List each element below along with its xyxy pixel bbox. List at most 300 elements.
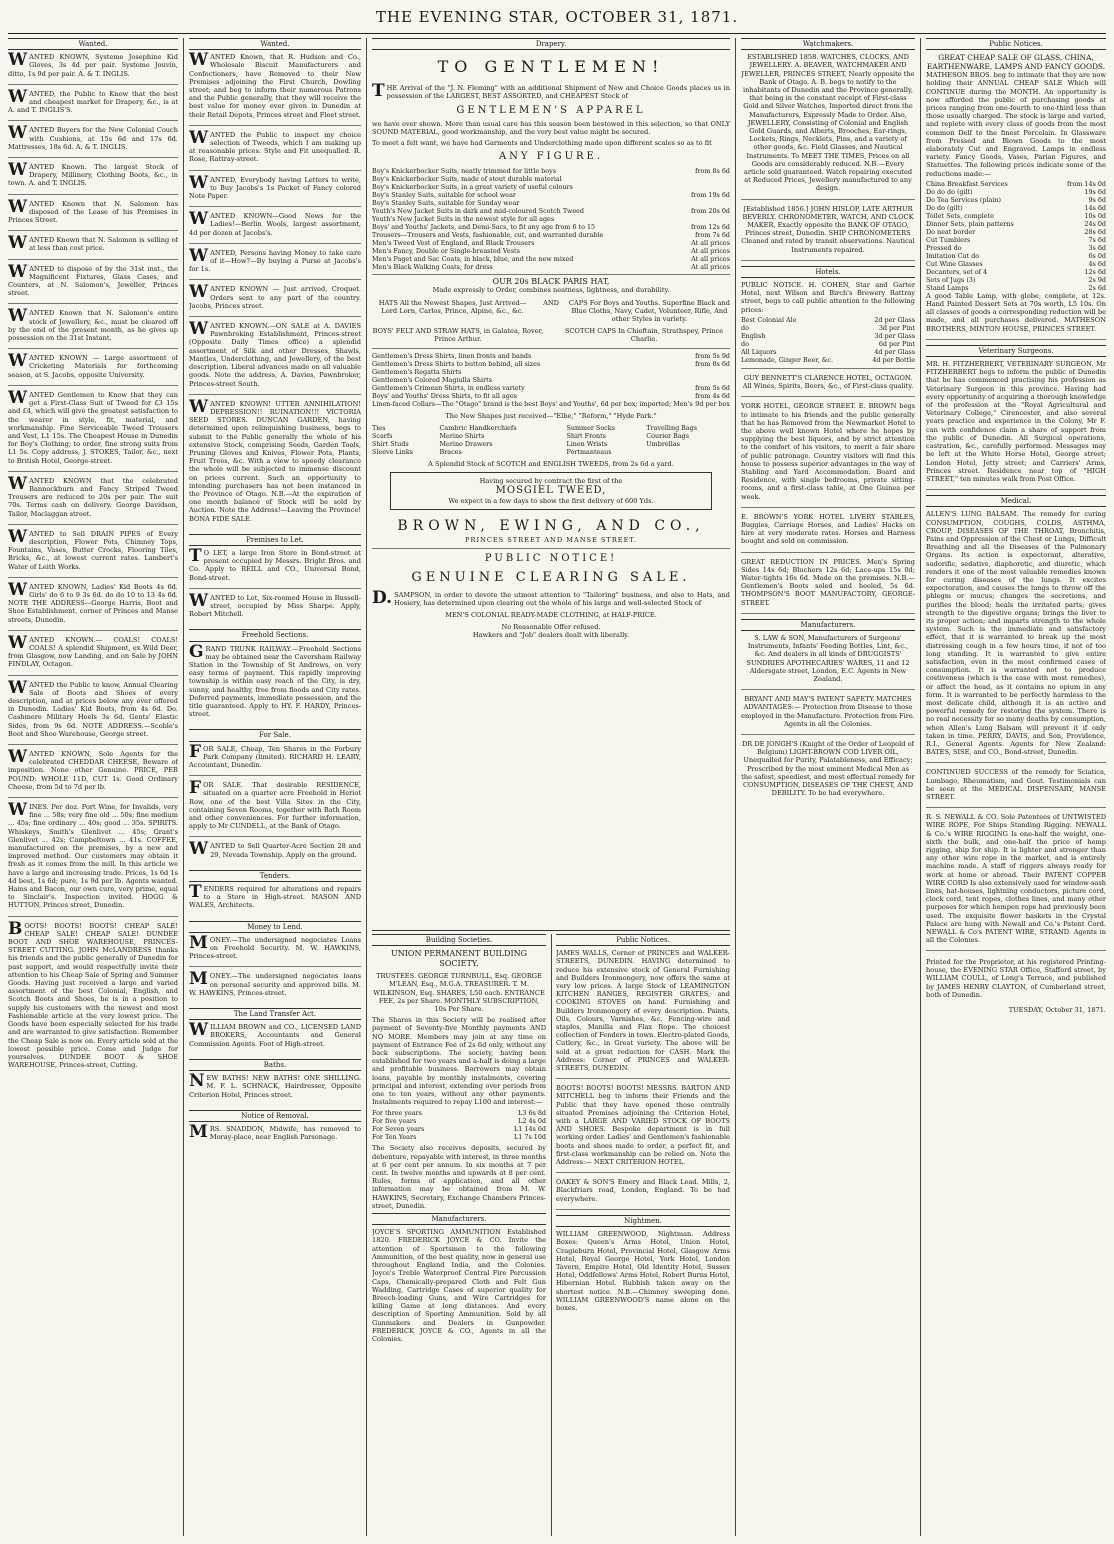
list-cell: do <box>741 339 749 348</box>
list-row <box>372 448 730 456</box>
list-row <box>372 175 730 183</box>
list-cell: Sets of Jugs (3) <box>926 275 976 284</box>
list-cell: Boy's Stanley Suits, suitable for school wear <box>372 191 516 200</box>
list-row <box>926 244 1106 252</box>
list-cell: Boy's Knickerbocker Suits, in a great variety of useful colours <box>372 183 573 192</box>
greenwood-ad <box>556 1230 730 1318</box>
list-cell: L1 14s 6d <box>514 1125 546 1134</box>
matheson-price-list <box>926 180 1106 292</box>
ad-list <box>189 882 361 916</box>
ad-list <box>189 932 361 1003</box>
advertisement <box>189 778 361 837</box>
hawkers: Hawkers and "Job" dealers dealt with liberally. <box>472 631 630 640</box>
advertisement-text: WANTED Known that N. Salomon's entire stock of Jewellery, &c., must be cleared off by the end of the present month, as he gives up possession on the 31st Instant. <box>8 306 178 343</box>
matheson-after: A good Table Lamp, with globe, complete, at 12s. Hand Painted Dessert Sets at 70s worth, L5 10s. On all classes of goods a corresponding reduction will be made, and all purchases delivered. MATHESON BROTHERS, MINTON HOUSE, PRINCES STREET. <box>926 291 1106 333</box>
jongh-text: DR DE JONGH'S (Knight of the Order of Leopold of Belgium) LIGHT-BROWN COD LIVER OIL, Unequalled for Purity, Palatableness, and Efficacy; Prescribed by the most eminent Medical Men as the safest, speediest, and most effectual remedy for CONSUMPTION, DISEASES OF THE CHEST, AND DEBILITY. To be had everywhere. <box>741 740 915 798</box>
list-row <box>741 356 915 364</box>
list-cell <box>695 376 730 384</box>
list-row <box>372 400 730 408</box>
list-cell: Gentlemen's Regatta Shirts <box>372 367 462 376</box>
advertisement <box>8 306 178 349</box>
list-cell: Gentlemen's Dress Shirts to button behind, all sizes <box>372 359 541 368</box>
list-cell: Youth's New Jacket Suits in dark and mid-coloured Scotch Tweed <box>372 207 584 216</box>
drapery-ad <box>372 38 730 928</box>
list-cell: 12s 6d <box>1084 267 1106 276</box>
firm-address: PRINCES STREET AND MANSE STREET. <box>465 536 637 545</box>
scotch-caps-text: SCOTCH CAPS In Chieftain, Strathspey, Prince Charlie. <box>565 327 724 344</box>
list-cell: 7s 6d <box>1088 235 1106 244</box>
section-head-veterinary: Veterinary Surgeons. <box>926 345 1106 357</box>
list-cell: Best Colonial Ale <box>741 315 797 324</box>
column-wanted-1 <box>8 38 178 1536</box>
list-row <box>926 180 1106 188</box>
advertisement <box>8 261 178 305</box>
advertisement <box>189 1121 361 1147</box>
advertisement <box>8 86 178 122</box>
list-cell: 4s 6d <box>1088 259 1106 268</box>
list-cell: All Liquors <box>741 347 777 356</box>
ad-list <box>189 545 361 624</box>
list-row <box>926 228 1106 236</box>
drapery-body-2: To meet a felt want, we have had Garments and Underclothing made upon different scales so as to fit <box>372 139 712 148</box>
list-cell: Lemonade, Ginger Beer, &c. <box>741 355 833 364</box>
list-cell: Portmanteaus <box>566 447 612 456</box>
list-cell <box>678 175 730 183</box>
list-cell: 6d per Pint <box>878 339 915 348</box>
matheson-ad <box>926 71 1106 340</box>
list-cell: Linen Wrists <box>566 439 608 448</box>
list-cell: At all prices <box>691 255 730 264</box>
advertisement-text: WANTED KNOWN.—ON SALE at A. DAVIES Pawnbroking Establishment, Princes-street (Opposite Daily Times office) a splendid assortment of Silk and other Dresses, Shawls, Mantles, Underclothing, and Jewellery, of the best description. Liberal advances made on all valuable goods. Note the address, A. Davies, Pawnbroker, Princes-street South. <box>189 319 361 388</box>
list-row <box>372 207 730 215</box>
boots-ad <box>556 1084 730 1173</box>
advertisement-text: WANTED KNOWN, Ladies' Kid Boots 4s 6d. Girls' do 6 to 9 3s 6d. do do 10 to 13 4s 6d. NOTE THE ADDRESS—George Harris, Boot and Shoe Establishment, corner of Princes and Manse streets, Dunedin. <box>8 579 178 624</box>
mosgiel-line-1: Having secured by contract the first of the <box>479 477 623 486</box>
list-cell: Boys' and Youths' Jackets, and Demi-Sacs, to fit any age from 6 to 15 <box>372 223 596 232</box>
list-cell: Trousers—Trousers and Vests, fashionable, cut, and warranted durable <box>372 231 604 240</box>
section-head-baths: Baths. <box>189 1059 361 1071</box>
advertisement-text: WILLIAM BROWN and CO., LICENSED LAND BROKERS, Accountants and General Commission Agents. Foot of High-street. <box>189 1020 361 1048</box>
list-cell: For Ten Years <box>372 1133 417 1142</box>
drapery-title: TO GENTLEMEN! <box>437 57 665 77</box>
mens-clothing: MEN'S COLONIAL READY-MADE CLOTHING, at HALF-PRICE. <box>445 611 657 620</box>
advertisement-text: WANTED to Sell Quarter-Acre Section 28 and 29, Nevada Township. Apply on the ground. <box>189 839 361 860</box>
list-cell: Dinner Sets, plain patterns <box>926 219 1014 228</box>
advertisement <box>189 969 361 1003</box>
list-cell: from 8s 6d <box>695 359 730 368</box>
list-row <box>926 196 1106 204</box>
law-text: S. LAW & SON, Manufacturers of Surgeons' Instruments, Infants' Feeding Bottles, Lint, &c., &c. And dealers in all kinds of DRUGGISTS' SUNDRIES APOTHECARIES' WARES, 11 and 12 Aldersgate street, London, E.C. Agents in New Zealand. <box>746 633 910 683</box>
advertisement <box>8 351 178 386</box>
hats-caps-row <box>372 299 730 324</box>
livery-text: E. BROWN'S YORK HOTEL LIVERY STABLES, Buggies, Carriage Horses, and Ladies' Hacks on hire at very moderate rates. Horses and Harness bought and sold on commission. <box>741 512 915 546</box>
list-cell <box>678 215 730 223</box>
list-row <box>741 324 915 332</box>
advertisement-text: WANTED KNOWN! UTTER ANNIHILATION! DEPRESSION!! RUINATION!!! VICTORIA SEED STORES. DUNCAN GARDEN, having determined upon relinquishing business, begs to submit to the Public generally the whole of his extensive Stock, comprising Seeds, Garden Tools, Pruning Gloves and Knives, Flower Pots, Plants, Fruit Trees, &c. With a view to speedy clearance the whole will be subjected to immense discount on prices current. Such an opportunity to intending purchasers has not been instanced in the Province of Otago. N.B.—At the expiration of one month balance of Stock will be sold by Auction. Note the Address!—Leaving the Province! BONA FIDE SALE. <box>189 396 361 523</box>
list-cell: 2s 9d <box>1088 275 1106 284</box>
mosgiel-line-2: MOSGIEL TWEED, <box>495 485 607 497</box>
list-row <box>926 252 1106 260</box>
list-row <box>926 212 1106 220</box>
list-cell: Imitation Cut do <box>926 251 980 260</box>
list-cell: Scarfs <box>372 431 393 440</box>
list-cell: 28s 6d <box>1084 227 1106 236</box>
drapery-apparel: GENTLEMEN'S APPAREL <box>456 104 646 116</box>
list-cell: 19s 6d <box>1084 187 1106 196</box>
list-cell: 9d per box <box>695 399 730 408</box>
section-head-tenders: Tenders. <box>189 870 361 882</box>
oakey-text: OAKEY & SON'S Emery and Black Lead. Mills, 2, Blackfriars road, London, England. To be had everywhere. <box>556 1178 730 1203</box>
column-divider <box>920 38 921 1536</box>
union-body-2: The Society also receives deposits, secured by debenture, repayable with interest, in three months at 6 per cent per annum. In six months at 7 per cent. In twelve months and upwards at 8 per cent. Rules, forms of application, and all other information may be obtained from M. W. HAWKINS, Secretary, Exchange Chambers Princes-street, Dunedin. <box>372 1144 546 1210</box>
list-cell: Decanters, set of 4 <box>926 267 988 276</box>
column-public-notices-2 <box>926 38 1106 1536</box>
price-list-shirts <box>372 352 730 408</box>
firm-name: BROWN, EWING, AND CO., <box>397 518 705 535</box>
list-cell: 10s 0d <box>1084 211 1106 220</box>
advertisement-text: NEW BATHS! NEW BATHS! ONE SHILLING. M. F. L. SCHNACK, Hairdresser, Opposite Criterion Hotel, Princes street. <box>189 1071 361 1099</box>
advertisement <box>8 526 178 578</box>
drapery-any-figure: ANY FIGURE. <box>498 151 604 163</box>
york-text: YORK HOTEL, GEORGE STREET. E. BROWN begs to intimate to his friends and the public generally that he has Removed from the Newmarket Hotel to the above well known Hotel where he hopes by supplying the best liquors, and by strict attention to the comfort of his visitors, to merit a fair share of public patronage. Country visitors will find this house to possess superior advantages in the way of Stabling and Yard Accommodation. Board and Residence, with single bedrooms, private sitting-rooms, and a first-class table, at One Guinea per week. <box>741 402 915 501</box>
greenwood-text: WILLIAM GREENWOOD, Nightman. Address Boxes: Queen's Arms Hotel, Union Hotel, Cragieburn Hotel, Provincial Hotel, Glasgow Arms Hotel, Royal George Hotel, York Hotel, London Tavern, Empire Hotel, Old Identity Hotel, Sussex Hotel, Oddfellows' Arms Hotel, Robert Burns Hotel, Hibernian Hotel. Rubbish taken away on the shortest notice. N.B.—Chimney sweeping done. WILLIAM GREENWOOD'S name alone on the boxes. <box>556 1230 730 1312</box>
advertisement <box>189 319 361 395</box>
section-head-sale: For Sale. <box>189 729 361 741</box>
list-cell: For Seven years <box>372 1125 425 1134</box>
advertisement <box>8 387 178 472</box>
imprint: Printed for the Proprietor, at his registered Printing-house, the EVENING STAR Office, Stafford street, by WILLIAM COULL, of Long's Terrace, and published by JAMES HENRY CLAYTON, of Cumberland street, both of Dunedin. <box>926 958 1106 999</box>
advertisement <box>189 396 361 529</box>
union-title: UNION PERMANENT BUILDING SOCIETY. <box>391 949 527 969</box>
clearing-sale: GENUINE CLEARING SALE. <box>411 569 691 585</box>
divider <box>372 348 730 349</box>
list-row <box>372 1117 546 1125</box>
list-cell <box>695 368 730 376</box>
top-rule <box>8 33 1106 34</box>
list-row <box>741 332 915 340</box>
list-cell: from 5s 6d <box>695 383 730 392</box>
list-cell: Merino Shirts <box>439 431 485 440</box>
list-row <box>741 316 915 324</box>
advertisement-text: WANTED KNOWN—Good News for the Ladies!—Berlin Wools, largest assortment, 4d per dozen at Jacobs's. <box>189 209 361 237</box>
advertisement-text: GRAND TRUNK RAILWAY.—Freehold Sections may be obtained near the Caversham Railway Station in the Township of St Andrews, on very easy terms of payment. This rapidly improving township is within easy reach of the City, is dry, sunny, and healthy, free from floods and City rates. Deferred payments, immediate possession, and the title guaranteed. Apply to HY. F. HARDY, Princes-street. <box>189 641 361 719</box>
list-row <box>372 215 730 223</box>
jongh-ad <box>741 740 915 803</box>
list-cell: Cut Wine Glasses <box>926 259 983 268</box>
list-row <box>926 276 1106 284</box>
public-notice: PUBLIC NOTICE! <box>484 552 618 564</box>
list-cell <box>646 448 730 456</box>
section-head-wanted: Wanted. <box>8 38 178 50</box>
advertisement <box>8 50 178 85</box>
advertisement <box>189 1020 361 1054</box>
list-cell: For three years <box>372 1109 422 1118</box>
advertisement-text: WANTED KNOWN, Systeme Josephine Kid Gloves, 3s 4d per pair. Systeme Jouvin, ditto, 1s 9d per pair. A. & T. INGLIS. <box>8 50 178 78</box>
list-cell: Umbrellas <box>646 439 680 448</box>
allen-text: ALLEN'S LUNG BALSAM. The remedy for curing CONSUMPTION, COUGHS, COLDS, ASTHMA, CROUP, DISEASES OF THE THROAT, Bronchitis, Pains and Oppression of the Chest or Lungs, Difficult Breathing and all the Diseases of the Pulmonary Organs. Its action is expectorant, alterative, sudorific, sedative, diaphoretic, and diuretic, which renders it one of the most valuable remedies known for curing diseases of the lungs. It excites expectoration, and causes the lungs to throw off the phlegm or mucus; changes the secretions, and purifies the blood; heals the irritated parts; gives strength to the digestive organs; brings the liver to its proper action; and imparts strength to the whole system. Such is the immediate and satisfactory effect, that it is warranted to break up the most distressing cough in a few hours time, if not of too long standing. It is warranted to give entire satisfaction, even in the most confirmed cases of consumption. It is warranted not to produce costiveness (which is the case with most remedies), or affect the head, as it contains no opium in any form. It is warranted to be perfectly harmless to the most delicate child, although it is an active and powerful remedy for restoring the system. There is no real necessity for so many deaths by consumption, when Allen's Lung Balsam will prevent it if only taken in time. PERRY, DAVIS, and Son, Providence, R.I., General Agents. Agents for New Zealand: BATES, SISE, and CO., Bond-street, Dunedin. <box>926 510 1106 757</box>
advertisement <box>189 839 361 864</box>
advertisement-text: WANTED KNOWN — Large assortment of Cricketing Materials for forthcoming season, at S. Jacobs, opposite University. <box>8 351 178 379</box>
hat-subtitle: Made expressly to Order, combines neatness, lightness, and durability. <box>432 286 670 295</box>
list-cell: from 7s 6d <box>695 231 730 240</box>
advertisement <box>189 741 361 777</box>
list-row <box>372 1133 546 1141</box>
section-head-wanted: Wanted. <box>189 38 361 50</box>
list-cell: Cut Tumblers <box>926 235 971 244</box>
list-row <box>741 348 915 356</box>
masthead: THE EVENING STAR, OCTOBER 31, 1871. <box>375 8 739 26</box>
caps-text: CAPS For Boys and Youths. Superfine Black and Blue Cloths, Navy, Cadet, Volunteer, Rifle, And other Styles in variety. <box>568 298 730 324</box>
list-row <box>926 204 1106 212</box>
list-cell <box>678 183 730 191</box>
list-row <box>926 220 1106 228</box>
list-cell: Gentlemen's Dress Shirts, linen fronts and bands <box>372 351 532 360</box>
list-cell: At all prices <box>691 247 730 256</box>
walls-ad <box>556 949 730 1079</box>
york-ad <box>741 402 915 507</box>
advertisement <box>8 196 178 232</box>
beaver-ad <box>741 53 915 199</box>
cohen-price-list <box>741 316 915 364</box>
advertisement-text: TENDERS required for alterations and repairs to a Store in High-street. MASON AND WALES, Architects. <box>189 882 361 910</box>
list-row <box>372 424 730 432</box>
list-row <box>372 263 730 271</box>
advertisement-text: WINES. Per doz. Port Wine, for Invalids, very fine ... 58s; very fine old ... 50s; fine medium ... 45s; fine ordinary ... 40s; good ... 35s. SPIRITS. Whiskeys, Smith's Glenlivet ... 45s; Grant's Glenlivet ... 42s; Campbeltown ... 41s. COFFEE, manufactured on the premises, by a new and improved method. Our customers may obtain it fresh as it comes from the mill. In this article we have a large and increasing trade. Prices, 1s 6d 1s 4d best, 1s 6d; pure, 1s 9d per lb. Agents wanted. Hams and Bacon, our own cure, very prime, equal to Sinclair's. Inspection invited. HOGG & HUTTON, Princes street, Dunedin. <box>8 800 178 910</box>
list-cell: from 8s 6d <box>695 167 730 176</box>
hats-and: AND <box>543 298 559 307</box>
ad-list <box>189 1071 361 1105</box>
advertisement <box>8 632 178 676</box>
list-cell: from 12s 6d <box>691 223 730 232</box>
section-head-freehold: Freehold Sections. <box>189 629 361 641</box>
vet-text: MR. H. FITZHERBERT, VETERINARY SURGEON. Mr FITZHERBERT begs to inform the public of Dunedin that he has commenced practising his profession as Veterinary Surgeon in this province. Having had every opportunity of acquiring a thorough knowledge of the profession at the "Royal Agricultural and Veterinary College," Cirencester, and also several years practice and experience in the Colony, Mr F. can with confidence claim a share of support from the public of Dunedin. All Surgical operations, castration, &c., carefully performed. Messages may be left at the White Horse Hotel, George street; London Hotel, Jetty street; and Carriers' Arms, Princes street. Residence near top of "HIGH STREET," ten minutes walk from Post Office. <box>926 360 1106 483</box>
advertisement <box>8 800 178 917</box>
mosgiel-line-3: We expect in a few days to show the first delivery of 600 Yds. <box>448 497 654 506</box>
list-row <box>372 1125 546 1133</box>
list-cell: 3d per Pint <box>878 323 915 332</box>
advertisement <box>189 172 361 208</box>
thompson-ad <box>741 558 915 614</box>
cohen-text: PUBLIC NOTICE. H. COHEN, Star and Garter Hotel, next Wilson and Birch's Brewery Rattray street, begs to call public attention to the following prices: <box>741 281 915 314</box>
advertisement-text: WANTED the Public to inspect my choice selection of Tweeds, which I am making up at reasonable prices. Style and Fit unequalled. R. Rose, Rattray-street. <box>189 127 361 164</box>
drapery-intro: THE Arrival of the "J. N. Fleming" with an additional Shipment of New and Choice Goods places us in possession of the LARGEST, BEST ASSORTED, and CHEAPEST Stock of <box>372 81 730 102</box>
union-body: The Shares in this Society will be realised after payment of Seventy-five Monthly payments AND NO MORE. Members may join at any time on payment of Entrance Fee of 2s 6d only, without any back subscriptions. The society, having been established for two years and a-half is doing a large and profitable business. Borrowers may obtain loans, payable by monthly instalments, covering principal and interest, extending over periods from one to ten years, without any other payments. Instalments required to repay L100 and interest:— <box>372 1016 546 1107</box>
list-cell: Cambric Handkerchiefs <box>439 423 517 432</box>
advertisement-text: FOR SALE, Cheap, Ten Shares in the Forbury Park Company (limited). RICHARD H. LEARY, Accountant, Dunedin. <box>189 741 361 770</box>
ad-list <box>189 1121 361 1147</box>
advertisement-text: MONEY.—The undersigned negociates loans on personal security and approved bills. M. W. HAWKINS, Princes-street. <box>189 969 361 997</box>
list-cell: Shirt Studs <box>372 439 409 448</box>
list-cell: from 14s 0d <box>1067 179 1106 188</box>
list-row <box>926 284 1106 292</box>
list-row <box>372 360 730 368</box>
list-cell: Do neat border <box>926 227 976 236</box>
divider <box>372 274 730 275</box>
list-cell: English <box>741 331 766 340</box>
advertisement-text: WANTED to Sell DRAIN PIPES of Every description, Flower Pots, Chimney Tops, Fountains, Vases, Butter Crocks, Flooring Tiles, Bricks, &c., at lowest current rates. Lambert's Water of Leith Works. <box>8 526 178 571</box>
continued-ad <box>926 768 1106 808</box>
matheson-text: MATHESON BROS. beg to intimate that they are now holding their ANNUAL CHEAP SALE Which will CONTINUE during the MONTH. An opportunity is now afforded the public of purchasing goods at prices ranging from one-fourth to one-third less than those usually charged. The stock is large and varied, and replete with every class of goods from the most common Delf to the finest Porcelain. In Glassware from Pressed and Blown Goods to the most elaborately Cut and Engraved. Lamps in endless variety. Fancy Goods, Vases, Parian Figures, and Statuettes. The following prices indicate some of the reductions made:— <box>926 71 1106 178</box>
newall-text: R. S. NEWALL & CO. Sole Patentees of UNTWISTED WIRE ROPE, For Ships Standing Rigging. NEWALL & Co.'s WIRE RIGGING Is one-half the weight, one-sixth the bulk, and one-half the price of hemp rigging, ship for ship. It is lighter and stronger than any other wire rope in the market, and is entirely machine made. A staff of riggers always ready for work at home or abroad. Their PATENT COPPER WIRE CORD Is also extensively used for window-sash lines, hat-houses, lightning conductors, picture cord, clock cord, tent ropes, clothes lines, and many other purposes for which hempen rope had previously been used. The exquisite flower baskets in the Crystal Palace are hung with Newall and Co.'s Patent Cord. NEWALL & Co's PATENT WIRE, STRAND. Agents in all the Colonies. <box>926 813 1106 945</box>
column-divider <box>735 38 736 1536</box>
allen-ad <box>926 510 1106 763</box>
boys-hats-row <box>372 327 730 343</box>
list-cell: Braces <box>439 447 462 456</box>
advertisement <box>189 1071 361 1105</box>
list-cell: 3d per Glass <box>874 331 915 340</box>
section-head-let: Premises to Let. <box>189 534 361 546</box>
list-cell: At all prices <box>691 263 730 272</box>
list-cell: At all prices <box>691 239 730 248</box>
list-cell: L1 7s 10d <box>514 1133 546 1142</box>
list-cell: Boy's Knickerbocker Suits, neatly trimmed for little boys <box>372 167 557 176</box>
section-head-drapery: Drapery. <box>372 38 730 50</box>
list-row <box>372 231 730 239</box>
section-head-public-notices: Public Notices. <box>926 38 1106 50</box>
list-cell: Youth's New Jacket Suits in the newest style for all ages <box>372 215 555 224</box>
advertisement-text: WANTED Gentlemen to Know that they can get a First-Class Suit of Tweed for £3 15s and £4, which will give the greatest satisfaction to the wearer in style, fit, material, and workmanship. Fine Serviceable Tweed Trousers and Vest, L1 15s. The Cheapest House in Dunedin for Boy's Clothing; to order, fine strong suits from L1 5s. Copy address, J. STOKES, Tailor, &c., next to British Hotel, George-street. <box>8 387 178 465</box>
advertisement-text: TO LET, a large Iron Store in Bond-street at present occupied by Messrs. Bright Bros. and Co. Apply to REILL and CO., Universal Bond, Bond-street. <box>189 545 361 582</box>
list-row <box>926 268 1106 276</box>
list-cell: 24s 0d <box>1084 219 1106 228</box>
list-cell: L2 4s 0d <box>518 1117 546 1126</box>
list-cell: from 20s 0d <box>691 207 730 216</box>
advertisement-text: WANTED, Everybody having Letters to write, to Buy Jacobs's 1s Packet of Fancy colored Note Paper. <box>189 172 361 201</box>
advertisement-text: MONEY.—The undersigned negociates Loans on Freehold Security. M. W. HAWKINS, Princes-street. <box>189 932 361 961</box>
tweeds-line: A Splendid Stock of SCOTCH and ENGLISH TWEEDS, from 2s 6d a yard. <box>428 459 674 468</box>
advertisement-text: WANTED to Let, Six-roomed House in Russell-street, occupied by Miss Sharpe. Apply, Robert Mitchell. <box>189 590 361 619</box>
advertisement <box>8 747 178 798</box>
advertisement <box>8 677 178 745</box>
list-cell: Men's Fancy, Double or Single-breasted Vests <box>372 247 520 256</box>
advertisement-text: MRS. SNADDON, Midwife, has removed to Moray-place, near English Parsonage. <box>189 1121 361 1142</box>
list-row <box>372 432 730 440</box>
section-head-land: The Land Transfer Act. <box>189 1008 361 1020</box>
column-divider <box>366 38 367 1536</box>
list-row <box>926 260 1106 268</box>
drapery-body-1: we have ever shown. More than usual care has this season been bestowed in this selection, so that ONLY SOUND MATERIAL, good workmanship, and the very best value might be secured. <box>372 119 730 136</box>
list-row <box>372 183 730 191</box>
list-row <box>372 376 730 384</box>
list-cell: Stand Lamps <box>926 283 969 292</box>
list-row <box>372 440 730 448</box>
list-cell: from 19s 6d <box>691 191 730 200</box>
continued-text: CONTINUED SUCCESS of the remedy for Sciatica, Lumbago, Rheumatism, and Gout. Testimonials can be seen at the MEDICAL DISPENSARY, MANSE STREET. <box>926 768 1106 802</box>
list-cell: Merino Drawers <box>439 439 493 448</box>
list-row <box>372 239 730 247</box>
bryant-text: BRYANT AND MAY'S PATENT SAFETY MATCHES ADVANTAGES:— Protection from Disease to those employed in the Manufacture. Protection from Fire. Agents in all the Colonies. <box>741 695 915 728</box>
mosgiel-box <box>390 472 712 510</box>
section-head-building: Building Societies. <box>372 934 546 946</box>
list-cell: Men's Black Walking Coats, for dress <box>372 263 493 272</box>
boys-hats-text: BOYS' FELT AND STRAW HATS, in Galatea, Rover, Prince Arthur. <box>372 327 544 344</box>
advertisement-text: WANTED the Public to know, Annual Clearing Sale of Boots and Shoes of every description, and at prices below any ever offered in Dunedin. Ladies' Kid Boots, from 4s 6d. Do. Cashmere Military Heels 3s 6d. Gents' Elastic Sides, from 9s 6d. NOTE ADDRESS.—Scoble's Boot and Shoe Warehouse, George street. <box>8 677 178 738</box>
list-cell: Do do (gilt) <box>926 203 963 212</box>
list-cell: Summer Socks <box>566 423 615 432</box>
union-trustees: TRUSTEES. GEORGE TURNBULL, Esq. GEORGE M'LEAN, Esq., M.G.A. TREASURER. T. M. WILKINSON, Esq. SHARES, L50 each. ENTRANCE FEE, 2s per Share. MONTHLY SUBSCRIPTION, 10s Per Share. <box>373 972 545 1014</box>
newall-ad <box>926 813 1106 951</box>
advertisement-text: BOOTS! BOOTS! BOOTS! CHEAP SALE! CHEAP SALE! CHEAP SALE! DUNDEE BOOT AND SHOE WAREHOUSE, PRINCES-STREET CUTTING. JOHN McLANDRESS thanks his friends and the public generally of Dunedin for past support, and would respectfully invite their attention to his Cheap Sale of Spring and Summer Goods. Having just received a large and varied assortment of the best Colonial, English, and Scotch Boots and Shoes, he is in a position to supply his customers with the newest and most Fashionable article at the very lowest price. The Goods have been especially selected for his trade and are warranted to give satisfaction. Remember the Cheap Sale is now on. Every article sold at the lowest possible price. Come and Judge for yourselves. DUNDEE BOOT & SHOE WAREHOUSE, Princes-street, Cutting. <box>8 918 178 1070</box>
list-cell: Men's Paget and Sac Coats, in black, blue, and the new mixed <box>372 255 574 264</box>
price-list-suits <box>372 167 730 271</box>
advertisement <box>8 473 178 525</box>
column-watchmakers <box>741 38 915 1536</box>
bryant-ad <box>741 695 915 735</box>
list-cell: Gentlemen's Crimean Shirts, in endless variety <box>372 383 525 392</box>
advertisement <box>8 160 178 195</box>
column-wanted-2 <box>189 38 361 1536</box>
advertisement <box>189 882 361 916</box>
hislop-text: [Established 1856.] JOHN HISLOP, LATE ARTHUR BEVERLY. CHRONOMETER, WATCH, AND CLOCK MAKER, Exactly opposite the BANK OF OTAGO, Princes street, Dunedin. SHIP CHRONOMETERS Cleaned and rated by transit observations. Nautical Instruments repaired. <box>741 204 915 254</box>
section-head-medical: Medical. <box>926 495 1106 507</box>
ad-list <box>189 741 361 865</box>
advertisement-text: WANTED Known that N. Salomon is selling of at less than cost price. <box>8 233 178 254</box>
advertisement-text: WANTED, the Public to Know that the best and cheapest market for Drapery, &c., is at A. and T. INGLIS'S. <box>8 86 178 115</box>
column-public-notices <box>556 934 730 1536</box>
advertisement <box>8 123 178 158</box>
no-reasonable: No Reasonable Offer refused. <box>501 623 601 632</box>
column-divider <box>183 38 184 1536</box>
section-head-watchmakers: Watchmakers. <box>741 38 915 50</box>
divider <box>372 548 730 549</box>
bennett-text: GUY BENNETT'S CLARENCE HOTEL, OCTAGON. All Wines, Spirits, Beers, &c., of First-class quality. <box>742 373 914 391</box>
list-cell: Do do do (gilt) <box>926 187 973 196</box>
section-head-removal: Notice of Removal. <box>189 1110 361 1122</box>
oakey-ad <box>556 1178 730 1210</box>
advertisement <box>189 932 361 968</box>
list-cell: Linen-faced Collars—The "Otago" brand is the best Boys' and Youths', 6d per box; imported; Men's <box>372 399 693 408</box>
advertisement-text: FOR SALE. That desirable RESIDENCE, situated on a quarter acre Freehold in Heriot Row, one of the best Villa Sites in the City, containing Seven Rooms, together with Bath Room and other conveniences. For further information, apply to Mr CUNDELL, at the Bank of Otago. <box>189 778 361 831</box>
list-row <box>372 247 730 255</box>
list-row <box>926 236 1106 244</box>
list-cell: 4d per Bottle <box>872 355 915 364</box>
new-shapes: The New Shapes just received—"Elbe," "Reform," "Hyde Park." <box>445 411 657 420</box>
section-head-hotels: Hotels. <box>741 266 915 278</box>
list-cell: Ties <box>372 423 386 432</box>
list-row <box>926 188 1106 196</box>
list-cell: Travelling Bags <box>646 423 698 432</box>
list-cell: do <box>741 323 749 332</box>
ad-list <box>189 641 361 725</box>
section-head-nightmen: Nightmen. <box>556 1215 730 1227</box>
list-cell: Toilet Sets, complete <box>926 211 994 220</box>
thompson-text: GREAT REDUCTION IN PRICES. Men's Spring Sides 14s 6d; Bluchers 12s 6d; Lace-ups 15s 0d; Water-tights 16s 6d. Made on the premises. N.B.—Gentlemen's Boots soled and heeled, 5s 6d. THOMPSON'S BOOT MANUFACTORY, GEORGE-STREET. <box>741 557 915 607</box>
section-head-public-notices: Public Notices. <box>556 934 730 946</box>
advertisement <box>189 590 361 625</box>
ad-list <box>189 50 361 529</box>
advertisement-text: WANTED Known that N. Salomon has disposed of the Lease of his Premises in Princes Street. <box>8 196 178 225</box>
ad-list <box>189 1020 361 1054</box>
list-cell: 3s 6d <box>1088 243 1106 252</box>
law-ad <box>741 634 915 690</box>
list-cell: 4d per Glass <box>874 347 915 356</box>
list-cell: from 4s 6d <box>695 391 730 400</box>
list-cell: Do Tea Services (plain) <box>926 195 1002 204</box>
list-cell: from 5s 9d <box>695 351 730 360</box>
hat-title: OUR 20s BLACK PARIS HAT, <box>492 277 610 287</box>
boots-text: BOOTS! BOOTS! BOOTS! MESSRS. BARTON AND MITCHELL beg to inform their Friends and the Public that they have opened those centrally situated Premises adjoining the Criterion Hotel, with a LARGE AND VARIED STOCK OF BOOTS AND SHOES. Bespoke department is in full working order. Ladies' and Gentlemen's fashionable boots and shoes made to order, a perfect fit, and first-class workmanship can be relied on. Note the Address:— NEXT CRITERION HOTEL. <box>556 1084 730 1167</box>
cheap-sale-title: GREAT CHEAP SALE OF GLASS, CHINA, EARTHENWARE, LAMPS AND FANCY GOODS. <box>926 53 1106 72</box>
hislop-ad <box>741 205 915 261</box>
list-cell: Pressed do <box>926 243 962 252</box>
list-row <box>372 392 730 400</box>
list-row <box>372 352 730 360</box>
list-cell: 14s 6d <box>1084 203 1106 212</box>
joyce-ad: JOYCE'S SPORTING AMMUNITION Established 1820. FREDERICK JOYCE & CO. Invite the attention of Sportsmen to the following Ammunition, of the best quality, now in general use throughout England India, and the Colonies. Joyce's Treble Waterproof Central Fire Percussion Caps, Chemically-prepared Cloth and Felt Gun Wadding, Cartridge Cases of superior quality for Breech-loading Guns, and Wire Cartridges for killing Game at long distances. And every description of Sporting Ammunition. Sold by all Gunmakers and Dealers in Gunpowder. FREDERICK JOYCE & CO., Agents in all the Colonies. <box>372 1228 546 1343</box>
list-cell: Boy's Stanley Suits, suitable for Sunday wear <box>372 199 520 208</box>
column-divider <box>551 934 552 1536</box>
list-cell: 6s 0d <box>1088 251 1106 260</box>
